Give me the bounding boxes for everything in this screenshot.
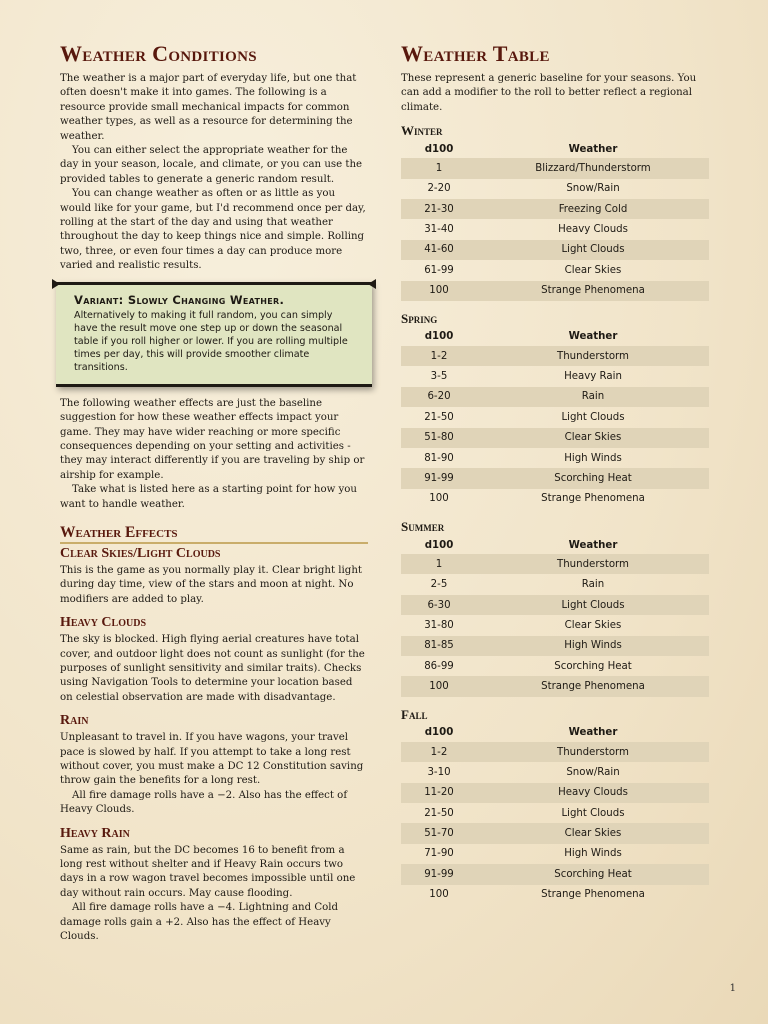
table-row (401, 656, 709, 676)
effect-description: All fire damage rolls have a −4. Lightning and Cold damage rolls gain a +2. Also has the effect of Heavy Clouds. (60, 902, 339, 943)
roll-cell: 1 (401, 554, 477, 574)
season-heading: Spring (401, 310, 438, 326)
weather-table-title: Weather Table (401, 41, 550, 66)
effect-heading: Rain (60, 713, 89, 729)
column-header-roll: d100 (424, 331, 454, 343)
intro-paragraph: You can either select the appropriate weather for the day in your season, locale, and climate, or you can use the provided tables to generate a generic random result. (60, 145, 363, 185)
weather-cell: Strange Phenomena (477, 676, 709, 696)
baseline-paragraph: Take what is listed here as a starting point for how you want to handle weather. (60, 484, 357, 510)
roll-cell: 2-20 (427, 183, 451, 195)
weather-cell: Snow/Rain (566, 766, 620, 778)
weather-cell: Clear Skies (477, 823, 709, 843)
roll-cell: 6-30 (401, 595, 477, 615)
intro-paragraph: The weather is a major part of everyday life, but one that often doesn't make it into games. The following is a resource provide small mechanical impacts for common weather types, as well as a resource for determining the weather. (60, 73, 357, 142)
weather-conditions-title: Weather Conditions (60, 41, 257, 66)
column-header-weather: Weather (568, 539, 618, 551)
table-row (401, 615, 709, 635)
roll-cell: 100 (429, 889, 449, 901)
roll-cell: 1 (401, 158, 477, 178)
weather-cell: Snow/Rain (566, 183, 620, 195)
weather-cell: Clear Skies (564, 264, 622, 276)
weather-cell: Light Clouds (561, 411, 625, 423)
weather-cell: Heavy Rain (564, 371, 622, 383)
season-table (401, 724, 709, 905)
column-header-roll: d100 (424, 539, 454, 551)
table-row (401, 783, 709, 803)
roll-cell: 81-85 (401, 636, 477, 656)
table-row (401, 574, 709, 594)
column-header-weather: Weather (568, 143, 618, 155)
effect-heading: Heavy Rain (60, 825, 130, 841)
weather-cell: Strange Phenomena (541, 493, 645, 505)
weather-cell: Scorching Heat (477, 468, 709, 488)
weather-cell: Freezing Cold (477, 199, 709, 219)
effect-description: All fire damage rolls have a −2. Also has the effect of Heavy Clouds. (60, 789, 348, 816)
weather-effects-title: Weather Effects (60, 524, 368, 544)
weather-cell: Light Clouds (477, 595, 709, 615)
table-row (401, 219, 709, 239)
roll-cell: 41-60 (401, 240, 477, 260)
weather-cell: High Winds (564, 452, 622, 464)
table-row (401, 199, 709, 219)
weather-cell: Scorching Heat (554, 660, 632, 672)
table-row (401, 240, 709, 260)
page-number: 1 (729, 983, 736, 994)
table-row (401, 260, 709, 280)
roll-cell: 31-80 (424, 619, 454, 631)
table-row (401, 407, 709, 427)
roll-cell: 61-99 (424, 264, 454, 276)
season-table (401, 328, 709, 509)
roll-cell: 11-20 (401, 783, 477, 803)
table-row (401, 823, 709, 843)
weather-cell: Clear Skies (564, 619, 622, 631)
column-header-weather: Weather (568, 727, 618, 739)
roll-cell: 81-90 (424, 452, 454, 464)
intro-paragraph: You can change weather as often or as little as you would like for your game, but I'd recommend once per day, rolling at the start of the day and using that weather throughout the day to keep things nice and simple. Rolling two, three, or even four times a day can produce more varied and realistic results. (60, 188, 366, 272)
roll-cell: 31-40 (424, 224, 454, 236)
weather-cell: Thunderstorm (477, 742, 709, 762)
weather-cell: Rain (477, 387, 709, 407)
roll-cell: 21-30 (401, 199, 477, 219)
variant-note-text: Alternatively to making it full random, you can simply have the result move one step up or down the seasonal table if you roll higher or lower. If you are rolling multiple times per day, this will provide smoother climate transitions. (74, 309, 348, 373)
variant-note-box (56, 282, 372, 387)
right-column (401, 42, 709, 905)
weather-cell: Light Clouds (561, 807, 625, 819)
column-header-roll: d100 (424, 727, 454, 739)
table-header-row (401, 536, 709, 554)
table-row (401, 844, 709, 864)
roll-cell: 91-99 (401, 864, 477, 884)
effect-description: This is the game as you normally play it. Clear bright light during day time, view of the stars and moon at night. No modifiers are added to play. (60, 564, 362, 605)
weather-cell: Clear Skies (477, 428, 709, 448)
season-table (401, 536, 709, 697)
roll-cell: 1-2 (401, 742, 477, 762)
table-row (401, 281, 709, 301)
table-header-row (401, 328, 709, 346)
table-row (401, 366, 709, 386)
baseline-section (60, 397, 368, 512)
table-row (401, 489, 709, 509)
table-row (401, 742, 709, 762)
season-tables (401, 123, 709, 905)
table-row (401, 595, 709, 615)
effect-description: The sky is blocked. High flying aerial creatures have total cover, and outdoor light does not count as sunlight (for the purposes of sunlight sensitivity and similar traits). Checks using Navigation Tools to determine your location based on celestial observation are made with disadvantage. (60, 634, 365, 703)
weather-cell: Strange Phenomena (477, 281, 709, 301)
intro-section (60, 72, 368, 274)
effect-heading: Clear Skies/Light Clouds (60, 545, 221, 561)
roll-cell: 91-99 (401, 468, 477, 488)
weather-effects-list (60, 546, 368, 945)
weather-table-intro: These represent a generic baseline for your seasons. You can add a modifier to the roll to better reflect a regional climate. (401, 73, 697, 113)
variant-note-title: Variant: Slowly Changing Weather. (74, 292, 285, 307)
table-row (401, 636, 709, 656)
table-row (401, 346, 709, 366)
effect-description: Same as rain, but the DC becomes 16 to benefit from a long rest without shelter and if Heavy Rain occurs two days in a row wagon travel becomes impossible until one day without rain occurs. May cause flooding. (60, 844, 356, 899)
table-row (401, 864, 709, 884)
roll-cell: 6-20 (401, 387, 477, 407)
season-table (401, 140, 709, 301)
roll-cell: 21-50 (424, 411, 454, 423)
roll-cell: 2-5 (430, 579, 448, 591)
roll-cell: 21-50 (424, 807, 454, 819)
effect-description: Unpleasant to travel in. If you have wagons, your travel pace is slowed by half. If you attempt to take a long rest without cover, you must make a DC 12 Constitution saving throw gain the benefits for a long rest. (60, 732, 364, 787)
table-row (401, 468, 709, 488)
table-header-row (401, 724, 709, 742)
table-row (401, 885, 709, 905)
season-heading: Winter (401, 123, 443, 139)
weather-cell: Blizzard/Thunderstorm (477, 158, 709, 178)
roll-cell: 51-70 (401, 823, 477, 843)
left-column (60, 42, 368, 944)
column-header-weather: Weather (568, 331, 618, 343)
baseline-paragraph: The following weather effects are just the baseline suggestion for how these weather effects impact your game. They may have wider reaching or more specific consequences depending on your setting and activities - they may interact differently if you are traveling by ship or airship for example. (60, 397, 365, 481)
season-heading: Summer (401, 519, 445, 535)
table-row (401, 803, 709, 823)
roll-cell: 86-99 (424, 660, 454, 672)
roll-cell: 3-5 (430, 371, 448, 383)
table-row (401, 179, 709, 199)
weather-cell: Heavy Clouds (477, 783, 709, 803)
weather-cell: Scorching Heat (477, 864, 709, 884)
weather-cell: Rain (581, 579, 605, 591)
roll-cell: 100 (401, 281, 477, 301)
table-row (401, 554, 709, 574)
weather-cell: Thunderstorm (477, 554, 709, 574)
table-row (401, 762, 709, 782)
table-row (401, 387, 709, 407)
weather-cell: Strange Phenomena (541, 889, 645, 901)
table-header-row (401, 140, 709, 158)
weather-cell: Thunderstorm (477, 346, 709, 366)
table-row (401, 428, 709, 448)
weather-cell: High Winds (564, 848, 622, 860)
roll-cell: 100 (401, 676, 477, 696)
season-heading: Fall (401, 706, 428, 722)
roll-cell: 100 (429, 493, 449, 505)
column-header-roll: d100 (424, 143, 454, 155)
weather-cell: Heavy Clouds (558, 224, 628, 236)
roll-cell: 3-10 (427, 766, 451, 778)
table-row (401, 448, 709, 468)
weather-cell: High Winds (477, 636, 709, 656)
weather-cell: Light Clouds (477, 240, 709, 260)
table-row (401, 158, 709, 178)
effect-heading: Heavy Clouds (60, 615, 146, 631)
table-row (401, 676, 709, 696)
roll-cell: 71-90 (424, 848, 454, 860)
roll-cell: 51-80 (401, 428, 477, 448)
roll-cell: 1-2 (401, 346, 477, 366)
